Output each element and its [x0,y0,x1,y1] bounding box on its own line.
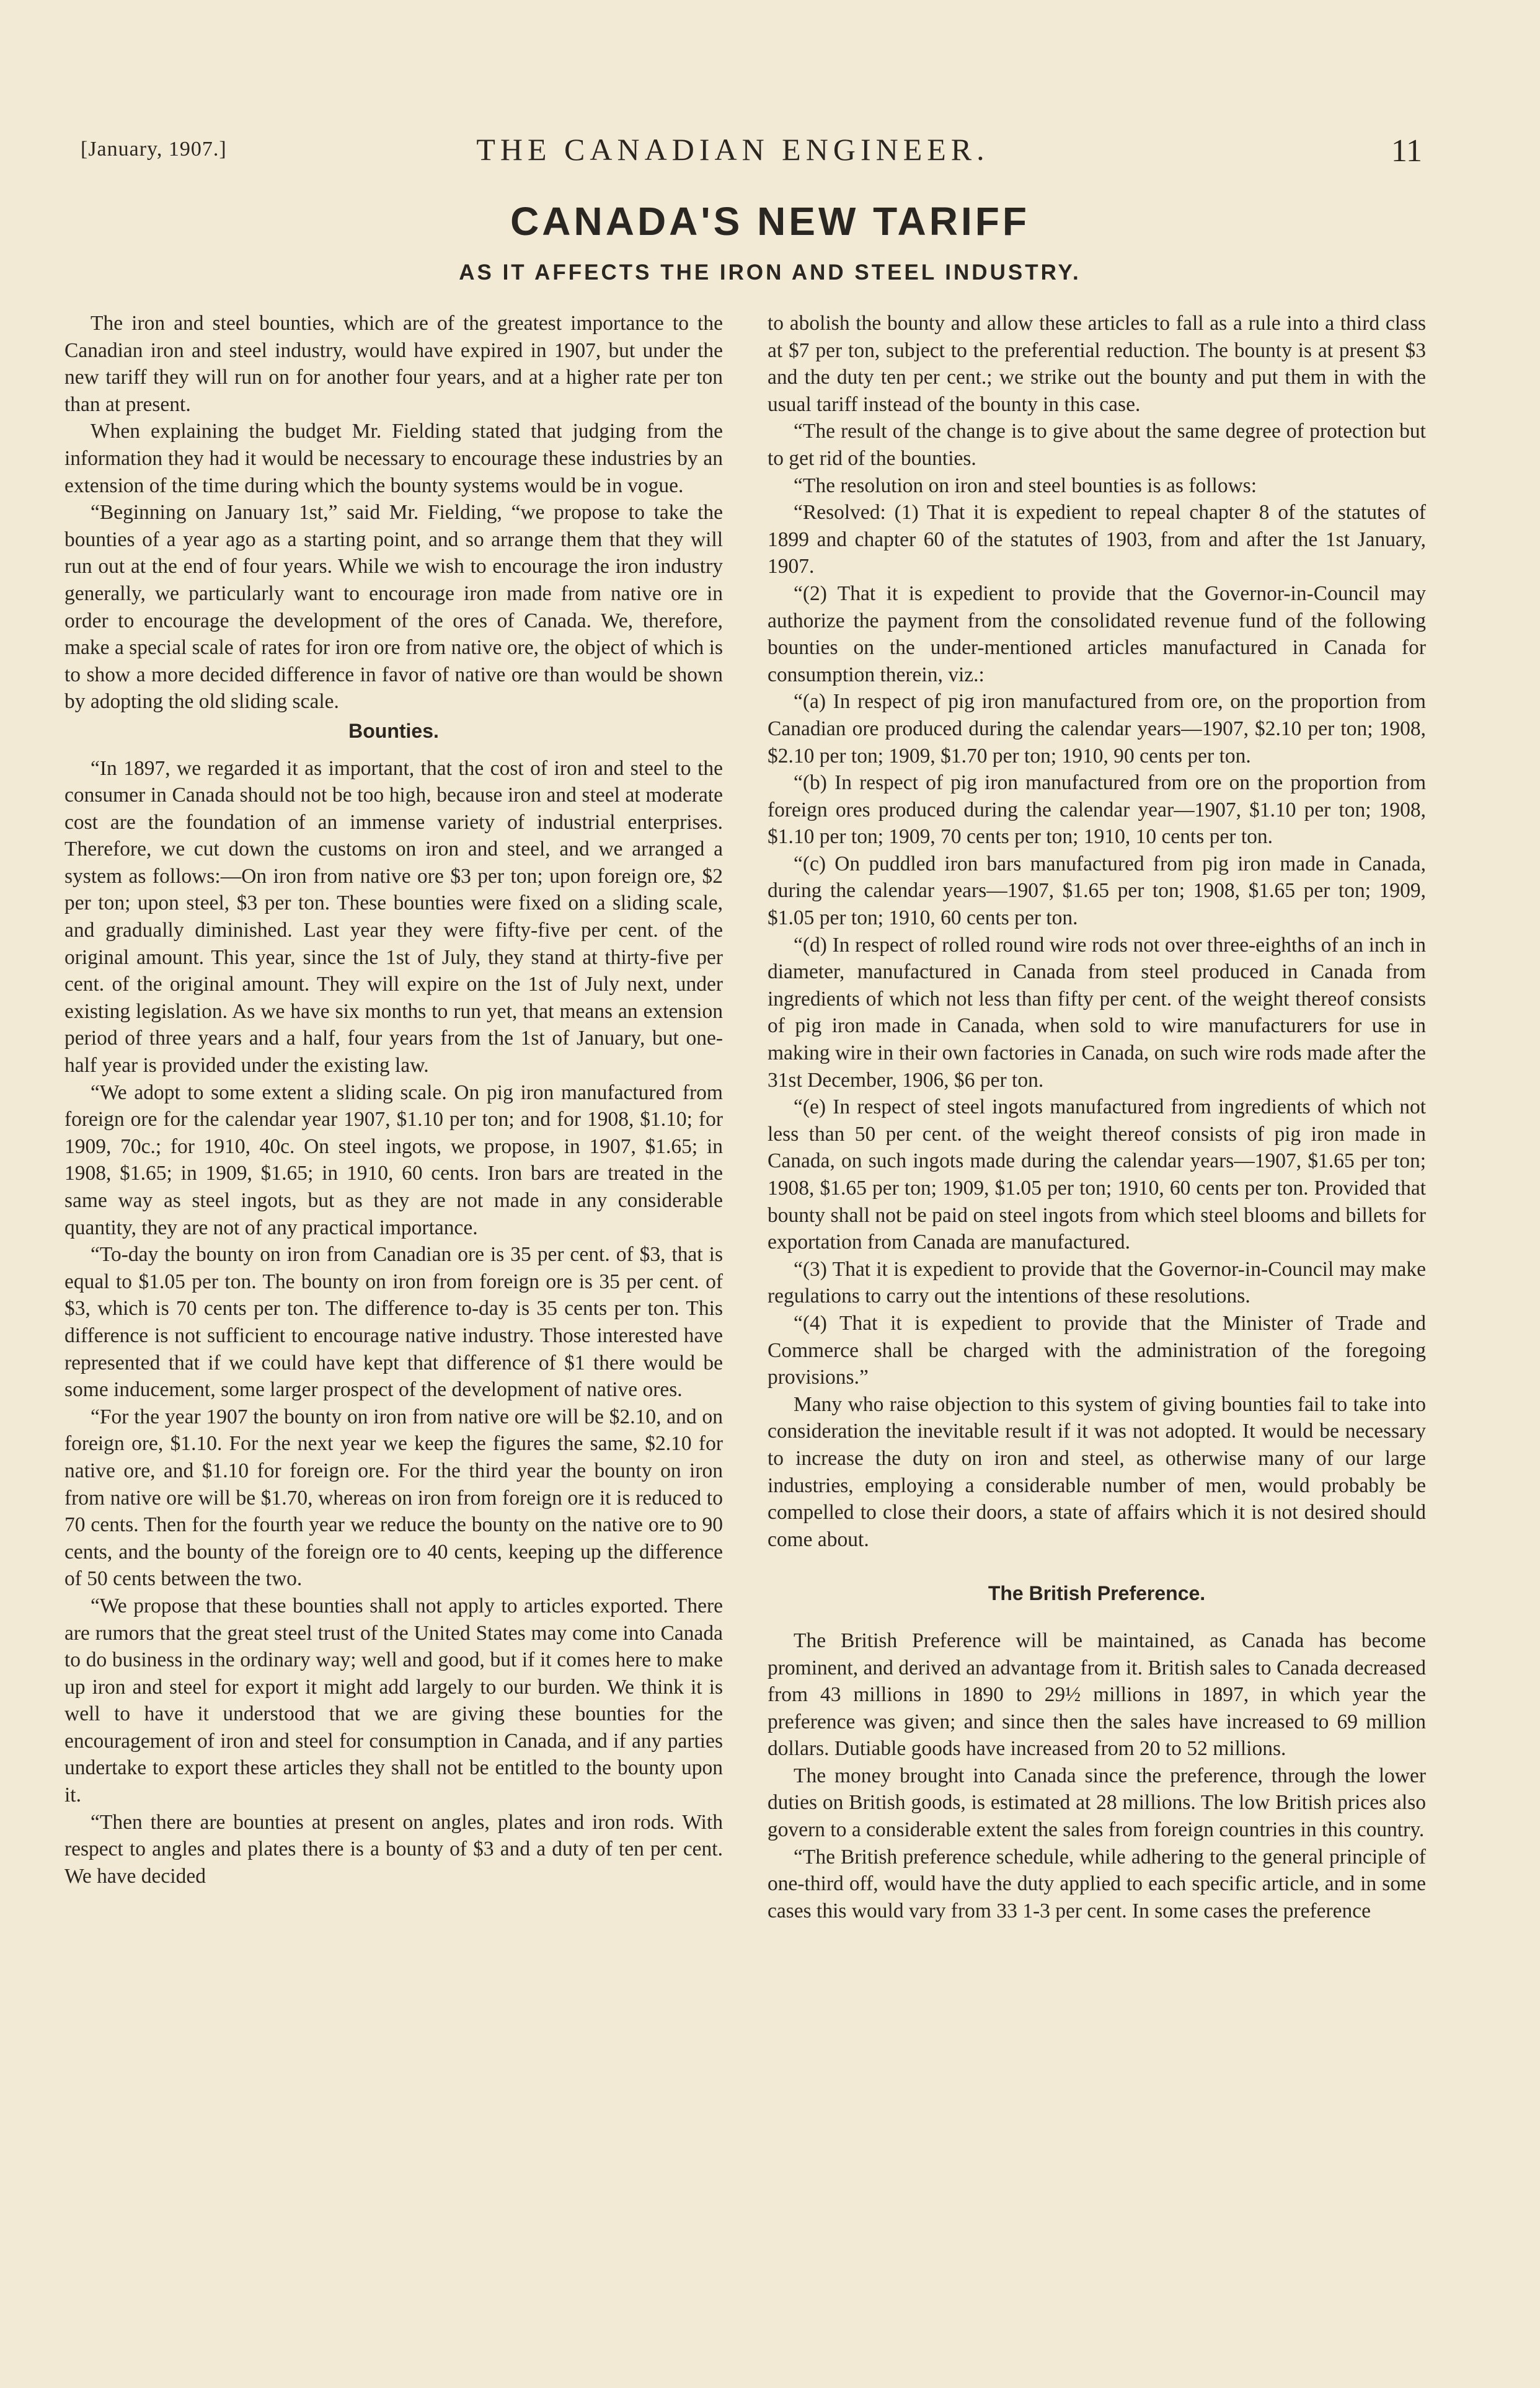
paragraph: “(b) In respect of pig iron manufactured from ore on the proportion from foreign ores produced during the calendar year—1907, $1.10 per ton; 1908, $1.10 per ton; 1909, 70 cents per ton; 1910, 10 cents per ton. [768,771,1426,849]
paragraph: The money brought into Canada since the preference, through the lower duties on British goods, is estimated at 28 millions. The low British prices also govern to a considerable extent the sales from foreign countries in this country. [768,1764,1426,1842]
paragraph: “In 1897, we regarded it as important, that the cost of iron and steel to the consumer in Canada should not be too high, because iron and steel at moderate cost are the foundation of an immense variety of industrial enterprises. Therefore, we cut down the customs on iron and steel, and we arranged a system as follows:—On iron from native ore $3 per ton; upon foreign ore, $2 per ton; upon steel, $3 per ton. These bounties were fixed on a sliding scale, and gradually diminished. Last year they were fifty-five per cent. of the original amount. This year, since the 1st of July, they stand at thirty-five per cent. of the original amount. They will expire on the 1st of July next, under existing legislation. As we have six months to run yet, that means an extension period of three years and a half, four years from the 1st of January, but one-half year is provided under the existing law. [64,756,723,1077]
paragraph: “(4) That it is expedient to provide that the Minister of Trade and Commerce shall be charged with the administration of the foregoing provisions.” [768,1311,1426,1389]
paragraph: “(d) In respect of rolled round wire rods not over three-eighths of an inch in diameter, manufactured in Canada from steel produced in Canada from ingredients of which not less than fifty per cent. of the weight thereof consists of pig iron made in Canada, when sold to wire manufacturers for use in making wire in their own factories in Canada, on such wire rods made after the 31st December, 1906, $6 per ton. [768,933,1426,1092]
article-subtitle: AS IT AFFECTS THE IRON AND STEEL INDUSTRY. [459,260,1081,285]
left-column [64,310,723,1890]
paragraph: “The result of the change is to give about the same degree of protection but to get rid of the bounties. [768,420,1426,470]
section-heading-british-preference: The British Preference. [988,1582,1206,1605]
paragraph: “Then there are bounties at present on angles, plates and iron rods. With respect to angles and plates there is a bounty of $3 and a duty of ten per cent. We have decided [64,1810,723,1888]
article-title: CANADA'S NEW TARIFF [510,199,1030,244]
paragraph: When explaining the budget Mr. Fielding stated that judging from the information they had it would be necessary to encourage these industries by an extension of the time during which the bounty systems would be in vogue. [64,420,723,497]
paragraph: “We adopt to some extent a sliding scale. On pig iron manufactured from foreign ore for the calendar year 1907, $1.10 per ton; and for 1908, $1.10; for 1909, 70c.; for 1910, 40c. On steel ingots, we propose, in 1907, $1.65; in 1908, $1.65; in 1909, $1.65; in 1910, 60 cents. Iron bars are treated in the same way as steel ingots, but as they are not made in any considerable quantity, they are not of any practical importance. [64,1081,723,1239]
paragraph-continued: to abolish the bounty and allow these articles to fall as a rule into a third class at $7 per ton, subject to the preferential reduction. The bounty is at present $3 and the duty ten per cent.; we strike out the bounty and put them in with the usual tariff instead of the bounty in this case. [768,312,1426,416]
paragraph: “(a) In respect of pig iron manufactured from ore, on the proportion from Canadian ore produced during the calendar years—1907, $2.10 per ton; 1908, $2.10 per ton; 1909, $1.70 per ton; 1910, 90 cents per ton. [768,690,1426,767]
right-column [768,310,1426,1924]
paragraph: “For the year 1907 the bounty on iron from native ore will be $2.10, and on foreign ore, $1.10. For the next year we keep the figures the same, $2.10 for native ore, and $1.10 for foreign ore. For the third year the bounty on iron from native ore will be $1.70, whereas on iron from foreign ore it is reduced to 70 cents. Then for the fourth year we reduce the bounty on the native ore to 90 cents, and the bounty of the foreign ore to 40 cents, keeping up the difference of 50 cents between the two. [64,1405,723,1591]
running-head [81,131,1422,169]
paragraph: “Resolved: (1) That it is expedient to repeal chapter 8 of the statutes of 1899 and chapter 60 of the statutes of 1903, from and after the 1st January, 1907. [768,501,1426,578]
section-heading-bounties: Bounties. [348,719,439,742]
paragraph: The British Preference will be maintained, as Canada has become prominent, and derived an advantage from it. British sales to Canada decreased from 43 millions in 1890 to 29½ millions in 1897, in which year the preference was given; and since then the sales have increased to 69 million dollars. Dutiable goods have increased from 20 to 52 millions. [768,1629,1426,1761]
paragraph: Many who raise objection to this system of giving bounties fail to take into consideration the inevitable result if it was not adopted. It would be necessary to increase the duty on iron and steel, as otherwise many of our large industries, employing a considerable number of men, would probably be compelled to close their doors, a state of affairs which it is not desired should come about. [768,1392,1426,1551]
paragraph: “(2) That it is expedient to provide that the Governor-in-Council may authorize the payment from the consolidated revenue fund of the following bounties on the under-mentioned articles manufactured in Canada for consumption therein, viz.: [768,582,1426,686]
issue-date: [January, 1907.] [81,138,227,161]
paragraph: “The British preference schedule, while adhering to the general principle of one-third off, would have the duty applied to each specific article, and in some cases this would vary from 33 1-3 per cent. In some cases the preference [768,1845,1426,1922]
paragraph: “(3) That it is expedient to provide that the Governor-in-Council may make regulations to carry out the intentions of these resolutions. [768,1257,1426,1308]
paragraph: “To-day the bounty on iron from Canadian ore is 35 per cent. of $3, that is equal to $1.05 per ton. The bounty on iron from foreign ore is 35 per cent. of $3, which is 70 cents per ton. The difference to-day is 35 cents per ton. This difference is not sufficient to encourage native industry. Those interested have represented that if we could have kept that difference of $1 there would be some inducement, some larger prospect of the development of native ores. [64,1243,723,1402]
paragraph: The iron and steel bounties, which are of the greatest importance to the Canadian iron and steel industry, would have expired in 1907, but under the new tariff they will run on for another four years, and at a higher rate per ton than at present. [64,312,723,416]
journal-title: THE CANADIAN ENGINEER. [476,132,989,167]
paragraph: “(c) On puddled iron bars manufactured from pig iron made in Canada, during the calendar years—1907, $1.65 per ton; 1908, $1.65 per ton; 1909, $1.05 per ton; 1910, 60 cents per ton. [768,852,1426,930]
paragraph: “The resolution on iron and steel bounties is as follows: [794,474,1257,497]
paragraph: “We propose that these bounties shall not apply to articles exported. There are rumors that the great steel trust of the United States may come into Canada to do business in the ordinary way; well and good, but if it comes here to make up iron and steel for export it might add largely to our burden. We think it is well to have it understood that we are giving these bounties for the encouragement of iron and steel for consumption in Canada, and if any parties undertake to export these articles they shall not be entitled to the bounty upon it. [64,1594,723,1807]
page-number: 11 [1391,133,1422,169]
paragraph: “(e) In respect of steel ingots manufactured from ingredients of which not less than 50 per cent. of the weight thereof consists of pig iron made in Canada, on such ingots made during the calendar years—1907, $1.65 per ton; 1908, $1.65 per ton; 1909, $1.05 per ton; 1910, 60 cents per ton. Provided that bounty shall not be paid on steel ingots from which steel blooms and billets for exportation from Canada are manufactured. [768,1095,1426,1254]
paragraph: “Beginning on January 1st,” said Mr. Fielding, “we propose to take the bounties of a year ago as a starting point, and so arrange them that they will run out at the end of four years. While we wish to encourage the iron industry generally, we particularly want to encourage iron made from native ore in order to encourage the development of the ores of Canada. We, therefore, make a special scale of rates for iron ore from native ore, the object of which is to show a more decided difference in favor of native ore than would be shown by adopting the old sliding scale. [64,501,723,714]
